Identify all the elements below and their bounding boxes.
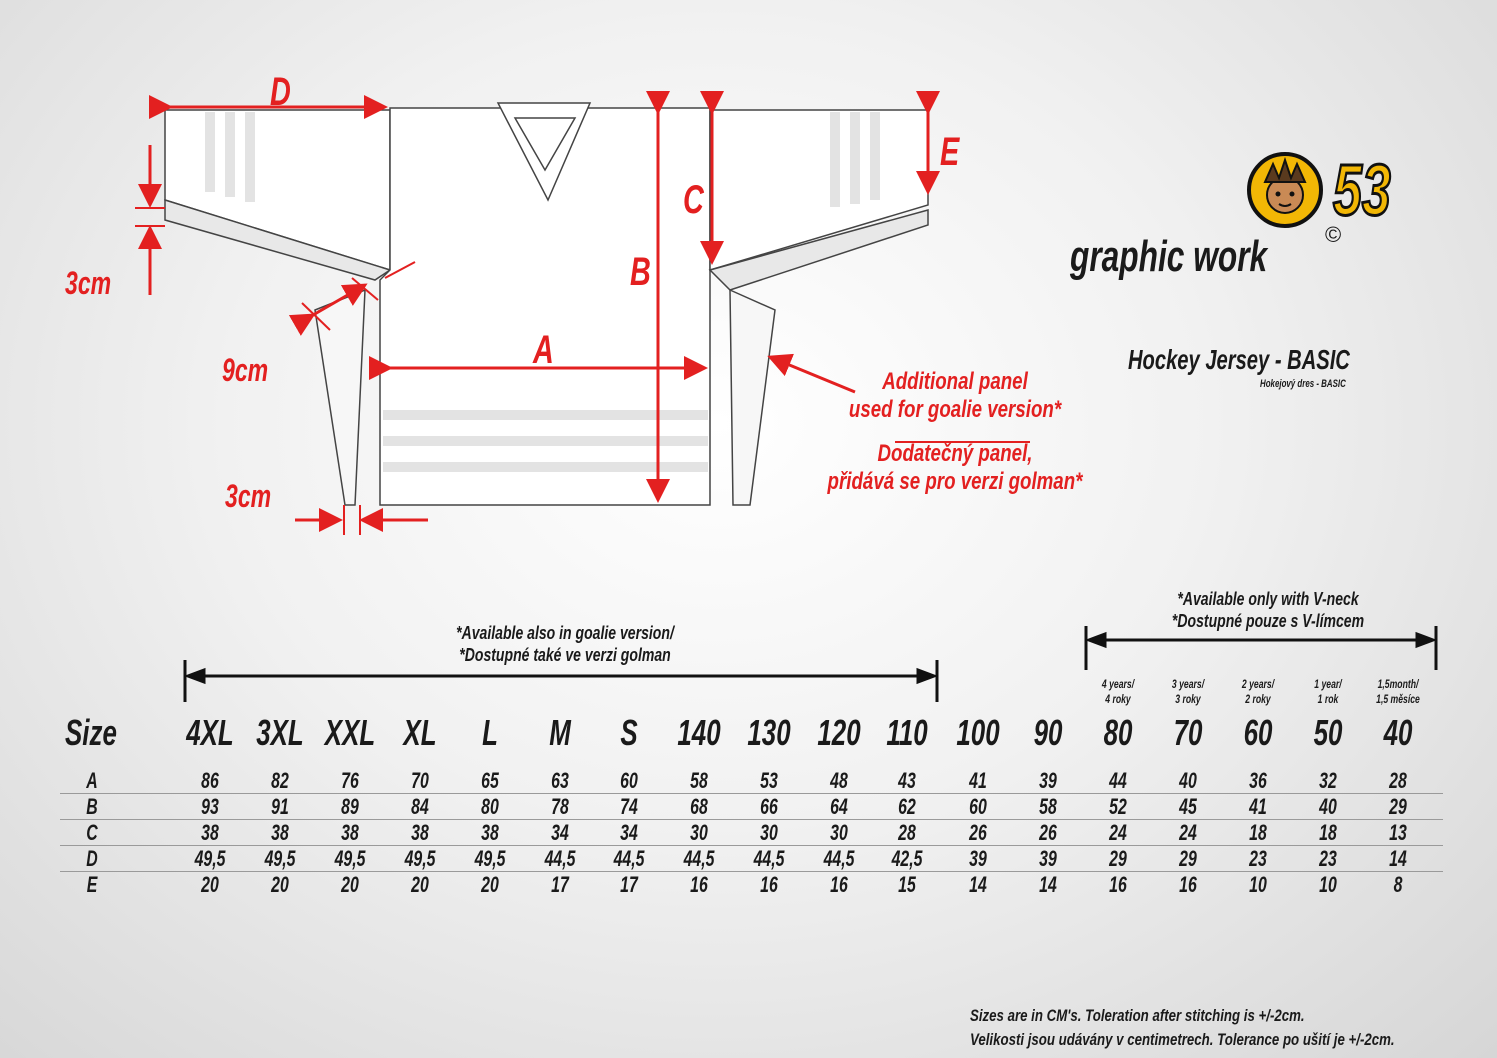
table-cell: 30 <box>690 820 708 845</box>
logo-text: graphic work <box>1070 232 1268 281</box>
size-header-4: L <box>482 712 498 753</box>
table-cell: 14 <box>1389 846 1407 871</box>
table-cell: 65 <box>481 768 499 793</box>
table-cell: 44,5 <box>683 846 715 871</box>
table-cell: 30 <box>760 820 778 845</box>
footnote <box>970 1004 1395 1052</box>
label-side-3cm: 3cm <box>225 478 272 514</box>
table-cell: 8 <box>1393 872 1403 897</box>
product-title: Hockey Jersey - BASIC <box>1128 344 1350 375</box>
label-a: A <box>533 328 554 372</box>
table-cell: 34 <box>551 820 569 845</box>
table-cell: 28 <box>1389 768 1407 793</box>
table-cell: 49,5 <box>474 846 506 871</box>
size-header-3: XL <box>403 712 437 753</box>
table-cell: 38 <box>201 820 219 845</box>
table-cell: 38 <box>341 820 359 845</box>
table-cell: 42,5 <box>891 846 923 871</box>
table-cell: 26 <box>969 820 987 845</box>
table-cell: 76 <box>341 768 359 793</box>
age-label-en: 3 years/ <box>1171 677 1205 691</box>
logo-number: 53 <box>1333 151 1391 231</box>
table-cell: 60 <box>620 768 638 793</box>
copyright-symbol: © <box>1325 222 1342 247</box>
table-cell: 58 <box>690 768 708 793</box>
goalie-panel-note <box>780 368 1130 496</box>
row-label-b: B <box>86 794 98 819</box>
table-cell: 20 <box>481 872 499 897</box>
table-cell: 20 <box>271 872 289 897</box>
goalie-note-en: *Available also in goalie version/ <box>456 623 674 643</box>
table-row-divider <box>60 819 1443 820</box>
table-cell: 40 <box>1179 768 1197 793</box>
panel-note-line1: Additional panel <box>882 368 1028 395</box>
table-cell: 24 <box>1109 820 1127 845</box>
table-cell: 52 <box>1109 794 1127 819</box>
table-cell: 58 <box>1039 794 1057 819</box>
table-cell: 44,5 <box>753 846 785 871</box>
footnote-cz: Velikosti jsou udávány v centimetrech. Tolerance po ušití je +/-2cm. <box>970 1030 1395 1049</box>
table-cell: 20 <box>201 872 219 897</box>
table-cell: 62 <box>898 794 916 819</box>
table-cell: 80 <box>481 794 499 819</box>
table-cell: 29 <box>1109 846 1127 871</box>
table-cell: 49,5 <box>404 846 436 871</box>
size-header-6: S <box>620 712 638 753</box>
table-cell: 28 <box>898 820 916 845</box>
age-label-1 <box>1163 677 1213 707</box>
table-cell: 40 <box>1319 794 1337 819</box>
product-subtitle: Hokejový dres - BASIC <box>1260 378 1346 390</box>
label-b: B <box>630 250 651 294</box>
vneck-note-en: *Available only with V-neck <box>1177 589 1359 609</box>
age-label-cz: 3 roky <box>1175 692 1201 706</box>
size-header-16: 50 <box>1313 712 1343 753</box>
size-header-7: 140 <box>677 712 721 753</box>
table-cell: 38 <box>411 820 429 845</box>
table-cell: 82 <box>271 768 289 793</box>
size-header-13: 80 <box>1103 712 1133 753</box>
table-cell: 68 <box>690 794 708 819</box>
table-cell: 17 <box>551 872 569 897</box>
size-header-0: 4XL <box>186 712 234 753</box>
age-label-en: 2 years/ <box>1241 677 1275 691</box>
table-cell: 13 <box>1389 820 1407 845</box>
table-cell: 89 <box>341 794 359 819</box>
table-cell: 16 <box>760 872 778 897</box>
table-cell: 16 <box>690 872 708 897</box>
label-underarm-9cm: 9cm <box>222 352 269 388</box>
age-label-0 <box>1093 677 1143 707</box>
table-cell: 38 <box>481 820 499 845</box>
table-cell: 34 <box>620 820 638 845</box>
label-d: D <box>270 70 291 114</box>
label-c: C <box>683 178 704 222</box>
table-cell: 45 <box>1179 794 1197 819</box>
table-cell: 44,5 <box>823 846 855 871</box>
table-cell: 86 <box>201 768 219 793</box>
table-cell: 66 <box>760 794 778 819</box>
size-header-2: XXL <box>324 712 376 753</box>
goalie-panel <box>730 290 775 505</box>
table-cell: 29 <box>1179 846 1197 871</box>
table-cell: 44 <box>1109 768 1127 793</box>
table-cell: 16 <box>1179 872 1197 897</box>
table-cell: 74 <box>620 794 638 819</box>
size-header-5: M <box>549 712 571 753</box>
table-cell: 93 <box>201 794 219 819</box>
table-row-divider <box>60 793 1443 794</box>
table-cell: 23 <box>1249 846 1267 871</box>
age-label-2 <box>1233 677 1283 707</box>
table-cell: 60 <box>969 794 987 819</box>
table-cell: 49,5 <box>334 846 366 871</box>
table-cell: 39 <box>1039 768 1057 793</box>
size-header-12: 90 <box>1033 712 1063 753</box>
panel-note-line3: Dodatečný panel, <box>877 440 1033 467</box>
table-cell: 20 <box>411 872 429 897</box>
table-cell: 39 <box>969 846 987 871</box>
panel-note-line2: used for goalie version* <box>848 396 1062 423</box>
table-cell: 30 <box>830 820 848 845</box>
age-label-4 <box>1373 677 1423 707</box>
age-label-cz: 2 roky <box>1245 692 1271 706</box>
label-e: E <box>940 130 960 174</box>
table-cell: 38 <box>271 820 289 845</box>
table-cell: 20 <box>341 872 359 897</box>
table-cell: 49,5 <box>194 846 226 871</box>
table-cell: 91 <box>271 794 289 819</box>
table-cell: 70 <box>411 768 429 793</box>
table-cell: 18 <box>1249 820 1267 845</box>
table-row-divider <box>60 871 1443 872</box>
size-header-9: 120 <box>817 712 861 753</box>
size-header-17: 40 <box>1383 712 1413 753</box>
table-cell: 23 <box>1319 846 1337 871</box>
age-label-3 <box>1303 677 1353 707</box>
table-cell: 78 <box>551 794 569 819</box>
row-label-d: D <box>86 846 98 871</box>
table-cell: 39 <box>1039 846 1057 871</box>
table-cell: 18 <box>1319 820 1337 845</box>
row-label-e: E <box>86 872 98 897</box>
vneck-note-cz: *Dostupné pouze s V-límcem <box>1171 611 1365 631</box>
size-header-1: 3XL <box>256 712 304 753</box>
table-cell: 43 <box>898 768 916 793</box>
table-cell: 15 <box>898 872 916 897</box>
table-cell: 49,5 <box>264 846 296 871</box>
table-cell: 10 <box>1249 872 1267 897</box>
table-cell: 16 <box>1109 872 1127 897</box>
age-label-en: 1 year/ <box>1314 677 1342 691</box>
table-cell: 32 <box>1319 768 1337 793</box>
goalie-note-cz: *Dostupné také ve verzi golman <box>459 645 671 665</box>
table-cell: 26 <box>1039 820 1057 845</box>
age-label-cz: 1,5 měsíce <box>1376 692 1420 706</box>
table-cell: 16 <box>830 872 848 897</box>
size-header-label: Size <box>65 712 117 753</box>
row-label-c: C <box>86 820 98 845</box>
table-cell: 64 <box>830 794 848 819</box>
age-label-cz: 4 roky <box>1105 692 1131 706</box>
footnote-en: Sizes are in CM's. Toleration after stitching is +/-2cm. <box>970 1006 1305 1025</box>
table-cell: 44,5 <box>613 846 645 871</box>
table-cell: 14 <box>969 872 987 897</box>
panel-note-line4: přidává se pro verzi golman* <box>827 468 1083 495</box>
size-header-10: 110 <box>886 712 928 753</box>
table-cell: 53 <box>760 768 778 793</box>
size-header-14: 70 <box>1173 712 1203 753</box>
table-cell: 24 <box>1179 820 1197 845</box>
table-cell: 17 <box>620 872 638 897</box>
table-cell: 41 <box>969 768 987 793</box>
table-cell: 41 <box>1249 794 1267 819</box>
size-header-11: 100 <box>956 712 1000 753</box>
row-label-a: A <box>86 768 98 793</box>
table-cell: 36 <box>1249 768 1267 793</box>
table-cell: 29 <box>1389 794 1407 819</box>
table-cell: 84 <box>411 794 429 819</box>
size-header-15: 60 <box>1243 712 1273 753</box>
table-cell: 48 <box>830 768 848 793</box>
label-cuff-3cm: 3cm <box>65 265 112 301</box>
age-label-en: 1,5month/ <box>1377 677 1419 691</box>
size-header-8: 130 <box>747 712 791 753</box>
table-cell: 44,5 <box>544 846 576 871</box>
table-row-divider <box>60 845 1443 846</box>
table-cell: 63 <box>551 768 569 793</box>
table-cell: 14 <box>1039 872 1057 897</box>
table-cell: 10 <box>1319 872 1337 897</box>
age-label-en: 4 years/ <box>1101 677 1135 691</box>
age-label-cz: 1 rok <box>1317 692 1339 706</box>
